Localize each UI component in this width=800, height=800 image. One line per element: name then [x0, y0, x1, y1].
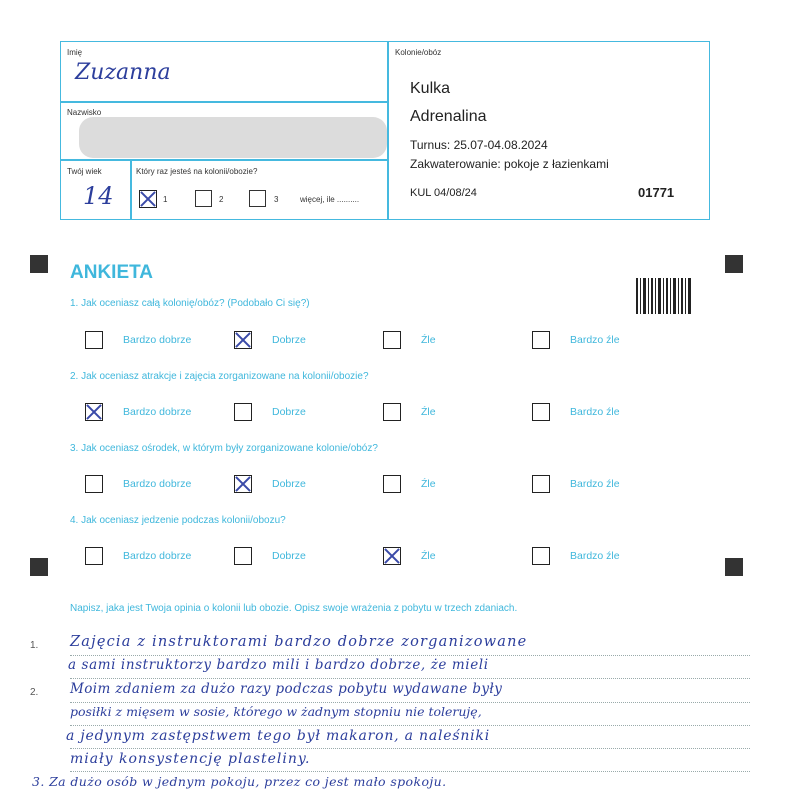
handwritten-line-1: Zajęcia z instruktorami bardzo dobrze zorganizowane	[70, 634, 528, 650]
ktory-label: Który raz jesteś na kolonii/obozie?	[136, 167, 258, 176]
kolonia-label: Kolonie/obóz	[395, 48, 442, 57]
answer-checkbox[interactable]	[234, 475, 252, 493]
answer-option-label: Dobrze	[272, 478, 306, 490]
registration-marker	[725, 558, 743, 576]
opinion-prompt: Napisz, jaka jest Twoja opinia o kolonii lub obozie. Opisz swoje wrażenia z pobytu w trzech zdaniach.	[70, 603, 518, 614]
redacted-surname	[79, 117, 387, 158]
answer-checkbox[interactable]	[532, 547, 550, 565]
writing-line	[70, 702, 750, 703]
header-box	[60, 41, 710, 220]
form-number: 01771	[638, 185, 675, 200]
registration-marker	[30, 558, 48, 576]
answer-checkbox[interactable]	[532, 331, 550, 349]
writing-line	[70, 771, 750, 772]
header-divider-2	[61, 159, 387, 161]
ktory-checkbox-1[interactable]	[139, 190, 157, 208]
handwritten-line-3: Moim zdaniem za dużo razy podczas pobytu wydawane były	[70, 681, 503, 697]
answer-checkbox[interactable]	[383, 403, 401, 421]
writing-line	[70, 678, 750, 679]
header-divider-1	[61, 101, 387, 103]
wiek-label: Twój wiek	[67, 167, 102, 176]
barcode	[636, 278, 692, 314]
question-3: 3. Jak oceniasz ośrodek, w którym były zorganizowane kolonie/obóz?	[70, 443, 378, 454]
handwritten-line-4: posiłki z mięsem w sosie, którego w żadnym stopniu nie toleruję,	[70, 704, 482, 719]
ktory-option-3: 3	[274, 195, 279, 204]
answer-option-label: Bardzo dobrze	[123, 334, 192, 346]
zakwaterowanie: Zakwaterowanie: pokoje z łazienkami	[410, 157, 609, 171]
answer-checkbox[interactable]	[234, 403, 252, 421]
header-divider-vertical	[387, 42, 389, 219]
writing-line	[70, 655, 750, 656]
answer-option-label: Źle	[421, 334, 436, 346]
wiek-value[interactable]: 14	[83, 182, 114, 210]
imie-label: Imię	[67, 48, 83, 57]
answer-option-label: Źle	[421, 478, 436, 490]
ktory-checkbox-2[interactable]	[195, 190, 212, 207]
ktory-option-1: 1	[163, 195, 168, 204]
answer-checkbox[interactable]	[383, 547, 401, 565]
code: KUL 04/08/24	[410, 187, 477, 199]
question-2: 2. Jak oceniasz atrakcje i zajęcia zorganizowane na kolonii/obozie?	[70, 371, 369, 382]
answer-option-label: Bardzo źle	[570, 334, 620, 346]
answer-checkbox[interactable]	[85, 547, 103, 565]
answer-checkbox[interactable]	[383, 475, 401, 493]
answer-option-label: Bardzo dobrze	[123, 478, 192, 490]
handwritten-line-6: miały konsystencję plasteliny.	[70, 751, 311, 767]
line-number-2: 2.	[30, 687, 39, 698]
question-4: 4. Jak oceniasz jedzenie podczas kolonii/obozu?	[70, 515, 286, 526]
answer-option-label: Bardzo dobrze	[123, 550, 192, 562]
question-1: 1. Jak oceniasz całą kolonię/obóz? (Podobało Ci się?)	[70, 298, 310, 309]
wiecej-label: więcej, ile ..........	[300, 195, 360, 204]
registration-marker	[725, 255, 743, 273]
answer-option-label: Dobrze	[272, 406, 306, 418]
survey-title: ANKIETA	[70, 262, 154, 283]
barcode-bars	[636, 278, 691, 314]
answer-checkbox[interactable]	[85, 403, 103, 421]
ktory-checkbox-3[interactable]	[249, 190, 266, 207]
answer-checkbox[interactable]	[234, 547, 252, 565]
camp-name-1: Kulka	[410, 80, 451, 97]
answer-option-label: Bardzo źle	[570, 550, 620, 562]
answer-option-label: Źle	[421, 406, 436, 418]
answer-option-label: Dobrze	[272, 334, 306, 346]
ktory-option-2: 2	[219, 195, 224, 204]
answer-checkbox[interactable]	[85, 331, 103, 349]
header-divider-age	[130, 159, 132, 219]
handwritten-line-7: 3. Za dużo osób w jednym pokoju, przez co jest mało spokoju.	[32, 774, 447, 789]
writing-line	[70, 748, 750, 749]
writing-line	[70, 725, 750, 726]
camp-name-2: Adrenalina	[410, 108, 487, 125]
answer-option-label: Źle	[421, 550, 436, 562]
line-number-1: 1.	[30, 640, 39, 651]
handwritten-line-2: a sami instruktorzy bardzo mili i bardzo dobrze, że mieli	[68, 657, 489, 673]
handwritten-line-5: a jedynym zastępstwem tego był makaron, a naleśniki	[66, 728, 490, 744]
answer-checkbox[interactable]	[532, 403, 550, 421]
answer-option-label: Dobrze	[272, 550, 306, 562]
answer-checkbox[interactable]	[234, 331, 252, 349]
turnus: Turnus: 25.07-04.08.2024	[410, 138, 548, 152]
registration-marker	[30, 255, 48, 273]
answer-checkbox[interactable]	[532, 475, 550, 493]
answer-option-label: Bardzo dobrze	[123, 406, 192, 418]
imie-value[interactable]: Zuzanna	[75, 60, 171, 85]
answer-option-label: Bardzo źle	[570, 478, 620, 490]
answer-checkbox[interactable]	[383, 331, 401, 349]
answer-checkbox[interactable]	[85, 475, 103, 493]
nazwisko-label: Nazwisko	[67, 108, 102, 117]
answer-option-label: Bardzo źle	[570, 406, 620, 418]
